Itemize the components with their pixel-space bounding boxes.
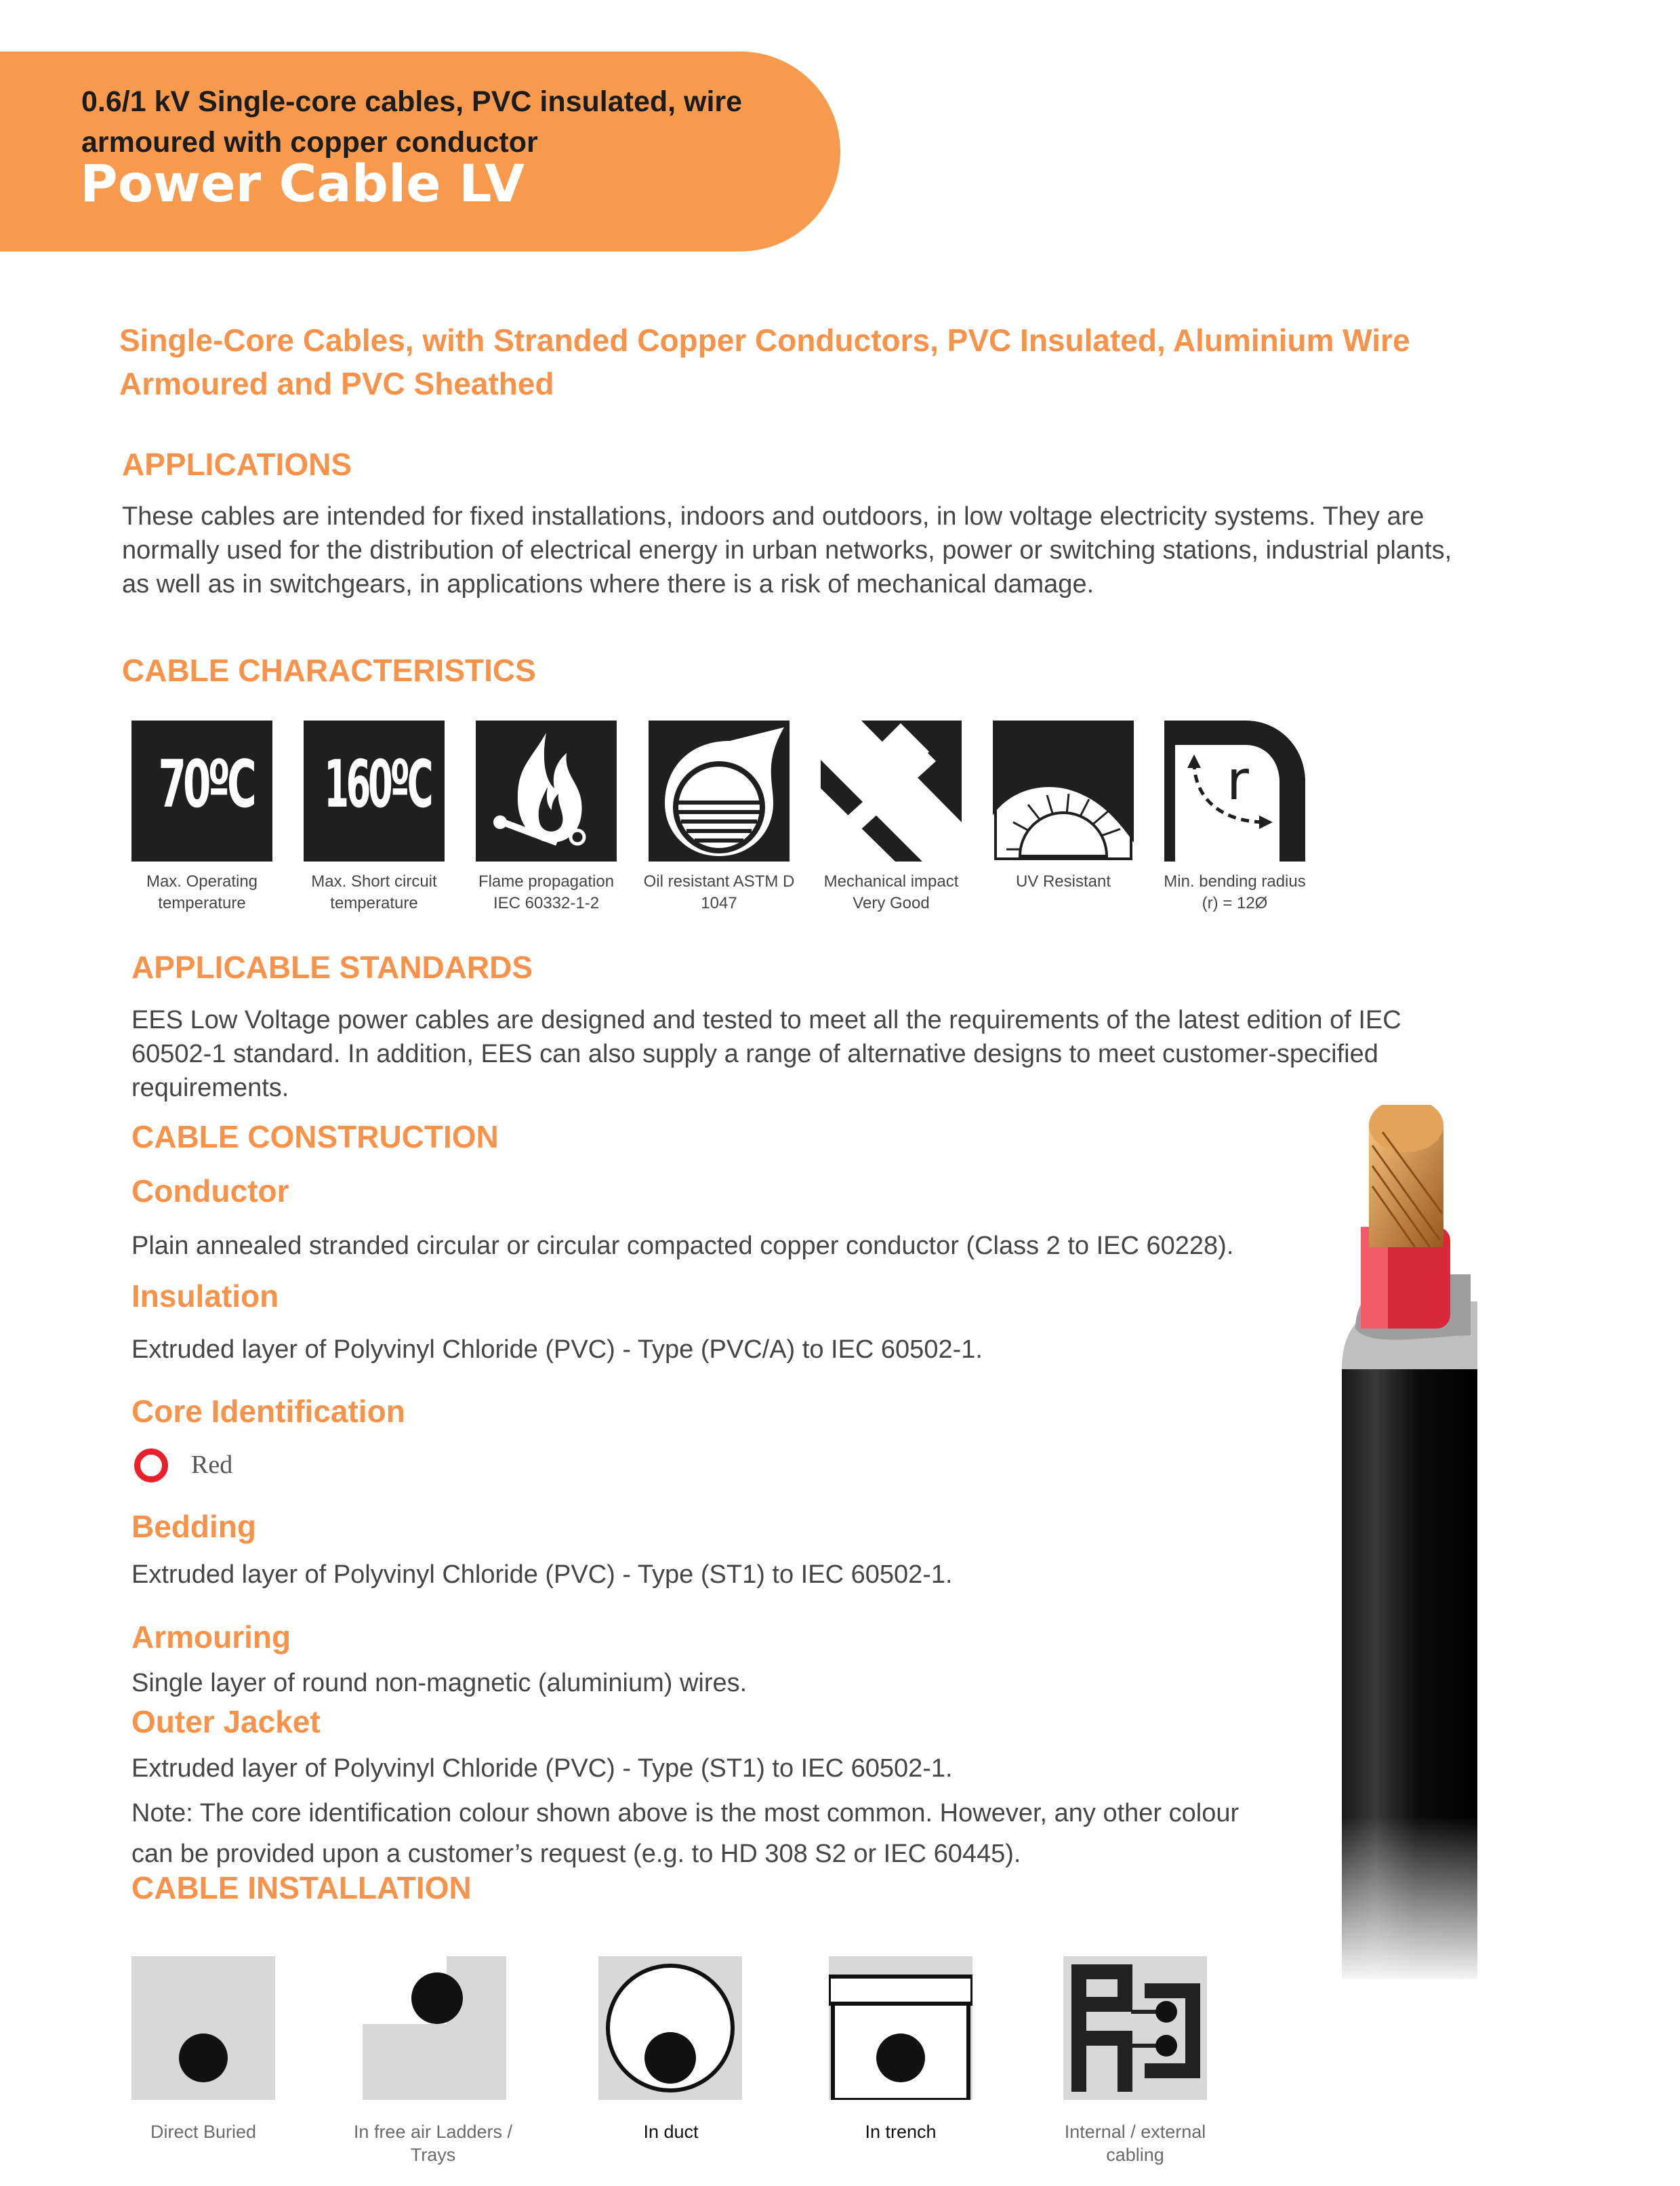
armouring-heading: Armouring bbox=[131, 1619, 291, 1655]
insulation-text: Extruded layer of Polyvinyl Chloride (PVC) - Type (PVC/A) to IEC 60502-1. bbox=[131, 1335, 983, 1364]
characteristic-label: UV Resistant bbox=[1015, 872, 1111, 891]
characteristic-label: Max. Operating temperature bbox=[146, 872, 258, 912]
note-line-2: can be provided upon a customer’s request (e.g. to HD 308 S2 or IEC 60445). bbox=[131, 1840, 1021, 1868]
header-subtitle: 0.6/1 kV Single-core cables, PVC insulated, wire armoured with copper conductor bbox=[81, 85, 743, 159]
core-color-label: Red bbox=[191, 1451, 233, 1479]
installation-label: In duct bbox=[643, 2122, 699, 2142]
direct-buried-icon bbox=[131, 1956, 275, 2100]
characteristic-label: Min. bending radius (r) = 12Ø bbox=[1164, 872, 1306, 912]
installation-label: In trench bbox=[865, 2122, 937, 2142]
sun-icon bbox=[993, 721, 1134, 862]
free-air-icon bbox=[363, 1956, 506, 2100]
standards-text: EES Low Voltage power cables are designed and tested to meet all the requirements of the latest edition of IEC 60502-1 standard. In addition, EES can also supply a range of alternative designs to meet customer-specified requirements. bbox=[131, 1006, 1401, 1102]
bedding-heading: Bedding bbox=[131, 1509, 256, 1544]
header-banner bbox=[0, 52, 840, 251]
bedding-text: Extruded layer of Polyvinyl Chloride (PVC) - Type (ST1) to IEC 60502-1. bbox=[131, 1560, 953, 1589]
max-operating-temp-icon bbox=[131, 721, 272, 862]
flame-icon bbox=[476, 721, 617, 862]
main-heading: Single-Core Cables, with Stranded Copper Conductors, PVC Insulated, Aluminium Wire Armoured and PVC Sheathed bbox=[119, 323, 1410, 401]
icon-text: 70ºC bbox=[158, 746, 253, 822]
installation-label: Direct Buried bbox=[150, 2122, 257, 2142]
characteristic-label: Max. Short circuit temperature bbox=[311, 872, 437, 912]
applications-text: These cables are intended for fixed installations, indoors and outdoors, in low voltage electricity systems. They are normally used for the distribution of electrical energy in urban networks, power or switching stations, industrial plants, as well as in switchgears, in applications where there is a risk of mechanical damage. bbox=[122, 502, 1452, 599]
trench-icon bbox=[829, 1956, 972, 2100]
duct-icon bbox=[598, 1956, 742, 2100]
installation-label: Internal / external cabling bbox=[1064, 2122, 1206, 2165]
outer-jacket-text: Extruded layer of Polyvinyl Chloride (PVC) - Type (ST1) to IEC 60502-1. bbox=[131, 1754, 953, 1783]
short-circuit-temp-icon bbox=[304, 721, 445, 862]
hammer-icon bbox=[821, 721, 962, 862]
oil-drop-icon bbox=[649, 721, 790, 862]
characteristic-label: Flame propagation IEC 60332-1-2 bbox=[478, 872, 615, 912]
characteristics-heading: CABLE CHARACTERISTICS bbox=[122, 653, 536, 688]
icon-text: 160ºC bbox=[324, 746, 431, 822]
core-color-swatch bbox=[134, 1449, 168, 1482]
conductor-text: Plain annealed stranded circular or circular compacted copper conductor (Class 2 to IEC 60228). bbox=[131, 1232, 1234, 1260]
construction-heading: CABLE CONSTRUCTION bbox=[131, 1119, 499, 1154]
cable-illustration bbox=[1328, 1105, 1572, 1986]
conductor-heading: Conductor bbox=[131, 1173, 289, 1209]
characteristic-label: Mechanical impact Very Good bbox=[823, 872, 959, 912]
insulation-heading: Insulation bbox=[131, 1278, 279, 1314]
characteristic-label: Oil resistant ASTM D 1047 bbox=[643, 872, 795, 912]
applications-heading: APPLICATIONS bbox=[122, 447, 352, 482]
armouring-text: Single layer of round non-magnetic (aluminium) wires. bbox=[131, 1669, 747, 1697]
internal-external-icon bbox=[1063, 1956, 1207, 2100]
bend-radius-letter: r bbox=[1227, 749, 1249, 812]
note-text bbox=[131, 1793, 1378, 1874]
installation-heading: CABLE INSTALLATION bbox=[131, 1870, 472, 1905]
core-identification-heading: Core Identification bbox=[131, 1394, 405, 1429]
bend-radius-icon bbox=[1164, 721, 1305, 862]
note-line-1: Note: The core identification colour shown above is the most common. However, any other colour bbox=[131, 1799, 1239, 1827]
page-title: Power Cable LV bbox=[80, 153, 525, 214]
outer-jacket-heading: Outer Jacket bbox=[131, 1704, 321, 1739]
installation-label: In free air Ladders / Trays bbox=[353, 2122, 513, 2165]
standards-heading: APPLICABLE STANDARDS bbox=[131, 950, 533, 985]
